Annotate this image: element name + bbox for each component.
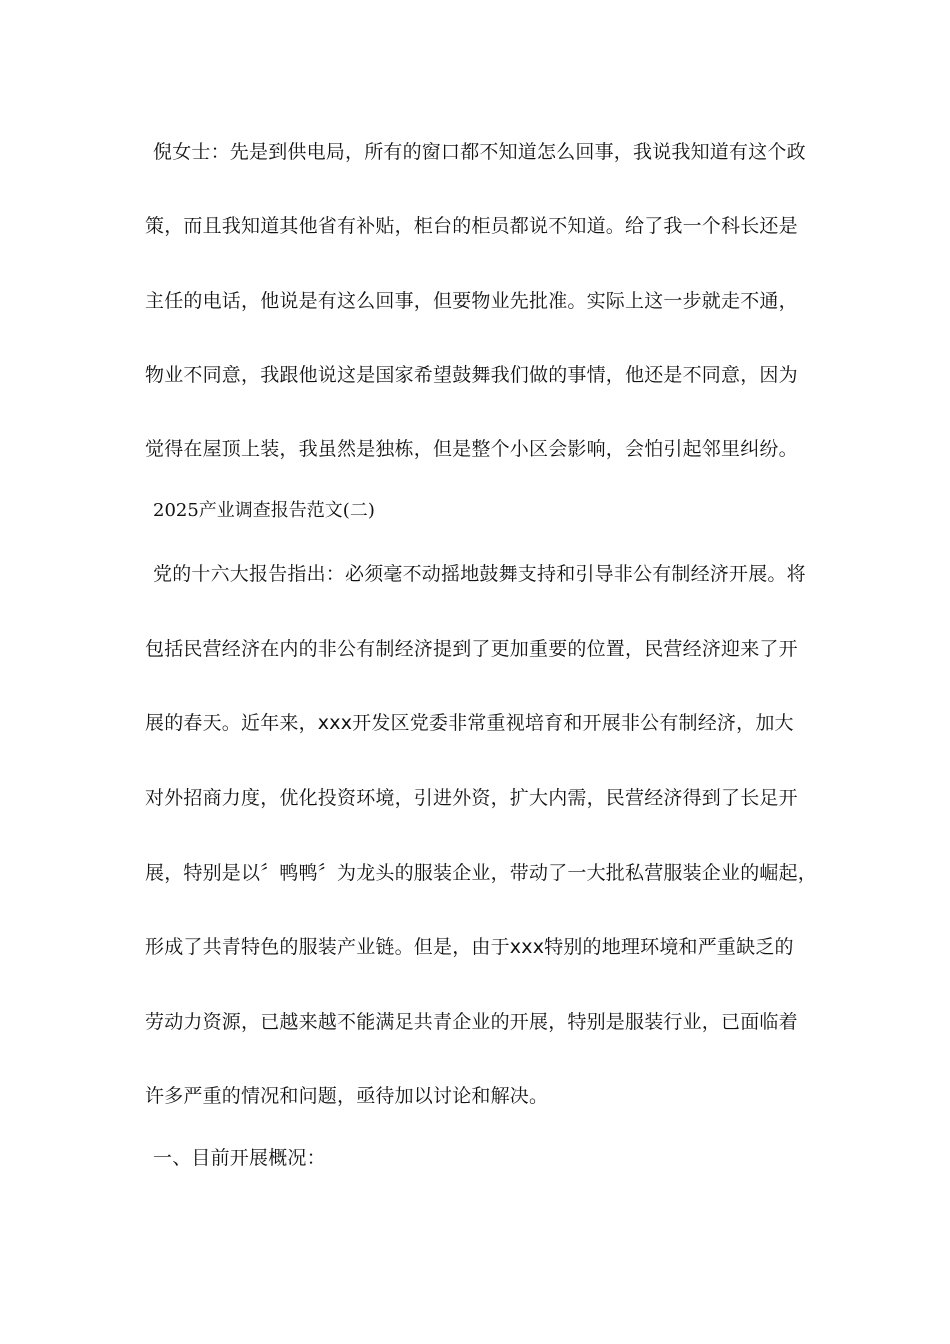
paragraph-1-line-2: 策，而且我知道其他省有补贴，柜台的柜员都说不知道。给了我一个科长还是 [145,215,798,237]
paragraph-1-line-3: 主任的电话，他说是有这么回事，但要物业先批准。实际上这一步就走不通， [145,290,798,312]
paragraph-2-line-2: 包括民营经济在内的非公有制经济提到了更加重要的位置，民营经济迎来了开 [145,638,798,660]
paragraph-2-line-8: 许多严重的情况和问题，亟待加以讨论和解决。 [145,1085,549,1107]
paragraph-1-line-1: 倪女士：先是到供电局，所有的窗口都不知道怎么回事，我说我知道有这个政 [153,141,806,163]
paragraph-2-line-6: 形成了共青特色的服装产业链。但是，由于xxx特别的地理环境和严重缺乏的 [145,936,794,958]
paragraph-2-line-7: 劳动力资源，已越来越不能满足共青企业的开展，特别是服装行业，已面临着 [145,1011,798,1033]
paragraph-2-line-5: 展，特别是以〞鸭鸭〞为龙头的服装企业，带动了一大批私营服装企业的崛起， [145,862,818,884]
section-title: 2025产业调查报告范文(二) [153,500,375,521]
paragraph-1-line-4: 物业不同意，我跟他说这是国家希望鼓舞我们做的事情，他还是不同意，因为 [145,364,798,386]
paragraph-2-line-3: 展的春天。近年来，xxx开发区党委非常重视培育和开展非公有制经济，加大 [145,712,794,734]
paragraph-1-line-5: 觉得在屋顶上装，我虽然是独栋，但是整个小区会影响，会怕引起邻里纠纷。 [145,438,798,460]
subheading: 一、目前开展概况： [153,1147,326,1169]
paragraph-2-line-4: 对外招商力度，优化投资环境，引进外资，扩大内需，民营经济得到了长足开 [145,787,798,809]
paragraph-2-line-1: 党的十六大报告指出：必须毫不动摇地鼓舞支持和引导非公有制经济开展。将 [153,563,806,585]
